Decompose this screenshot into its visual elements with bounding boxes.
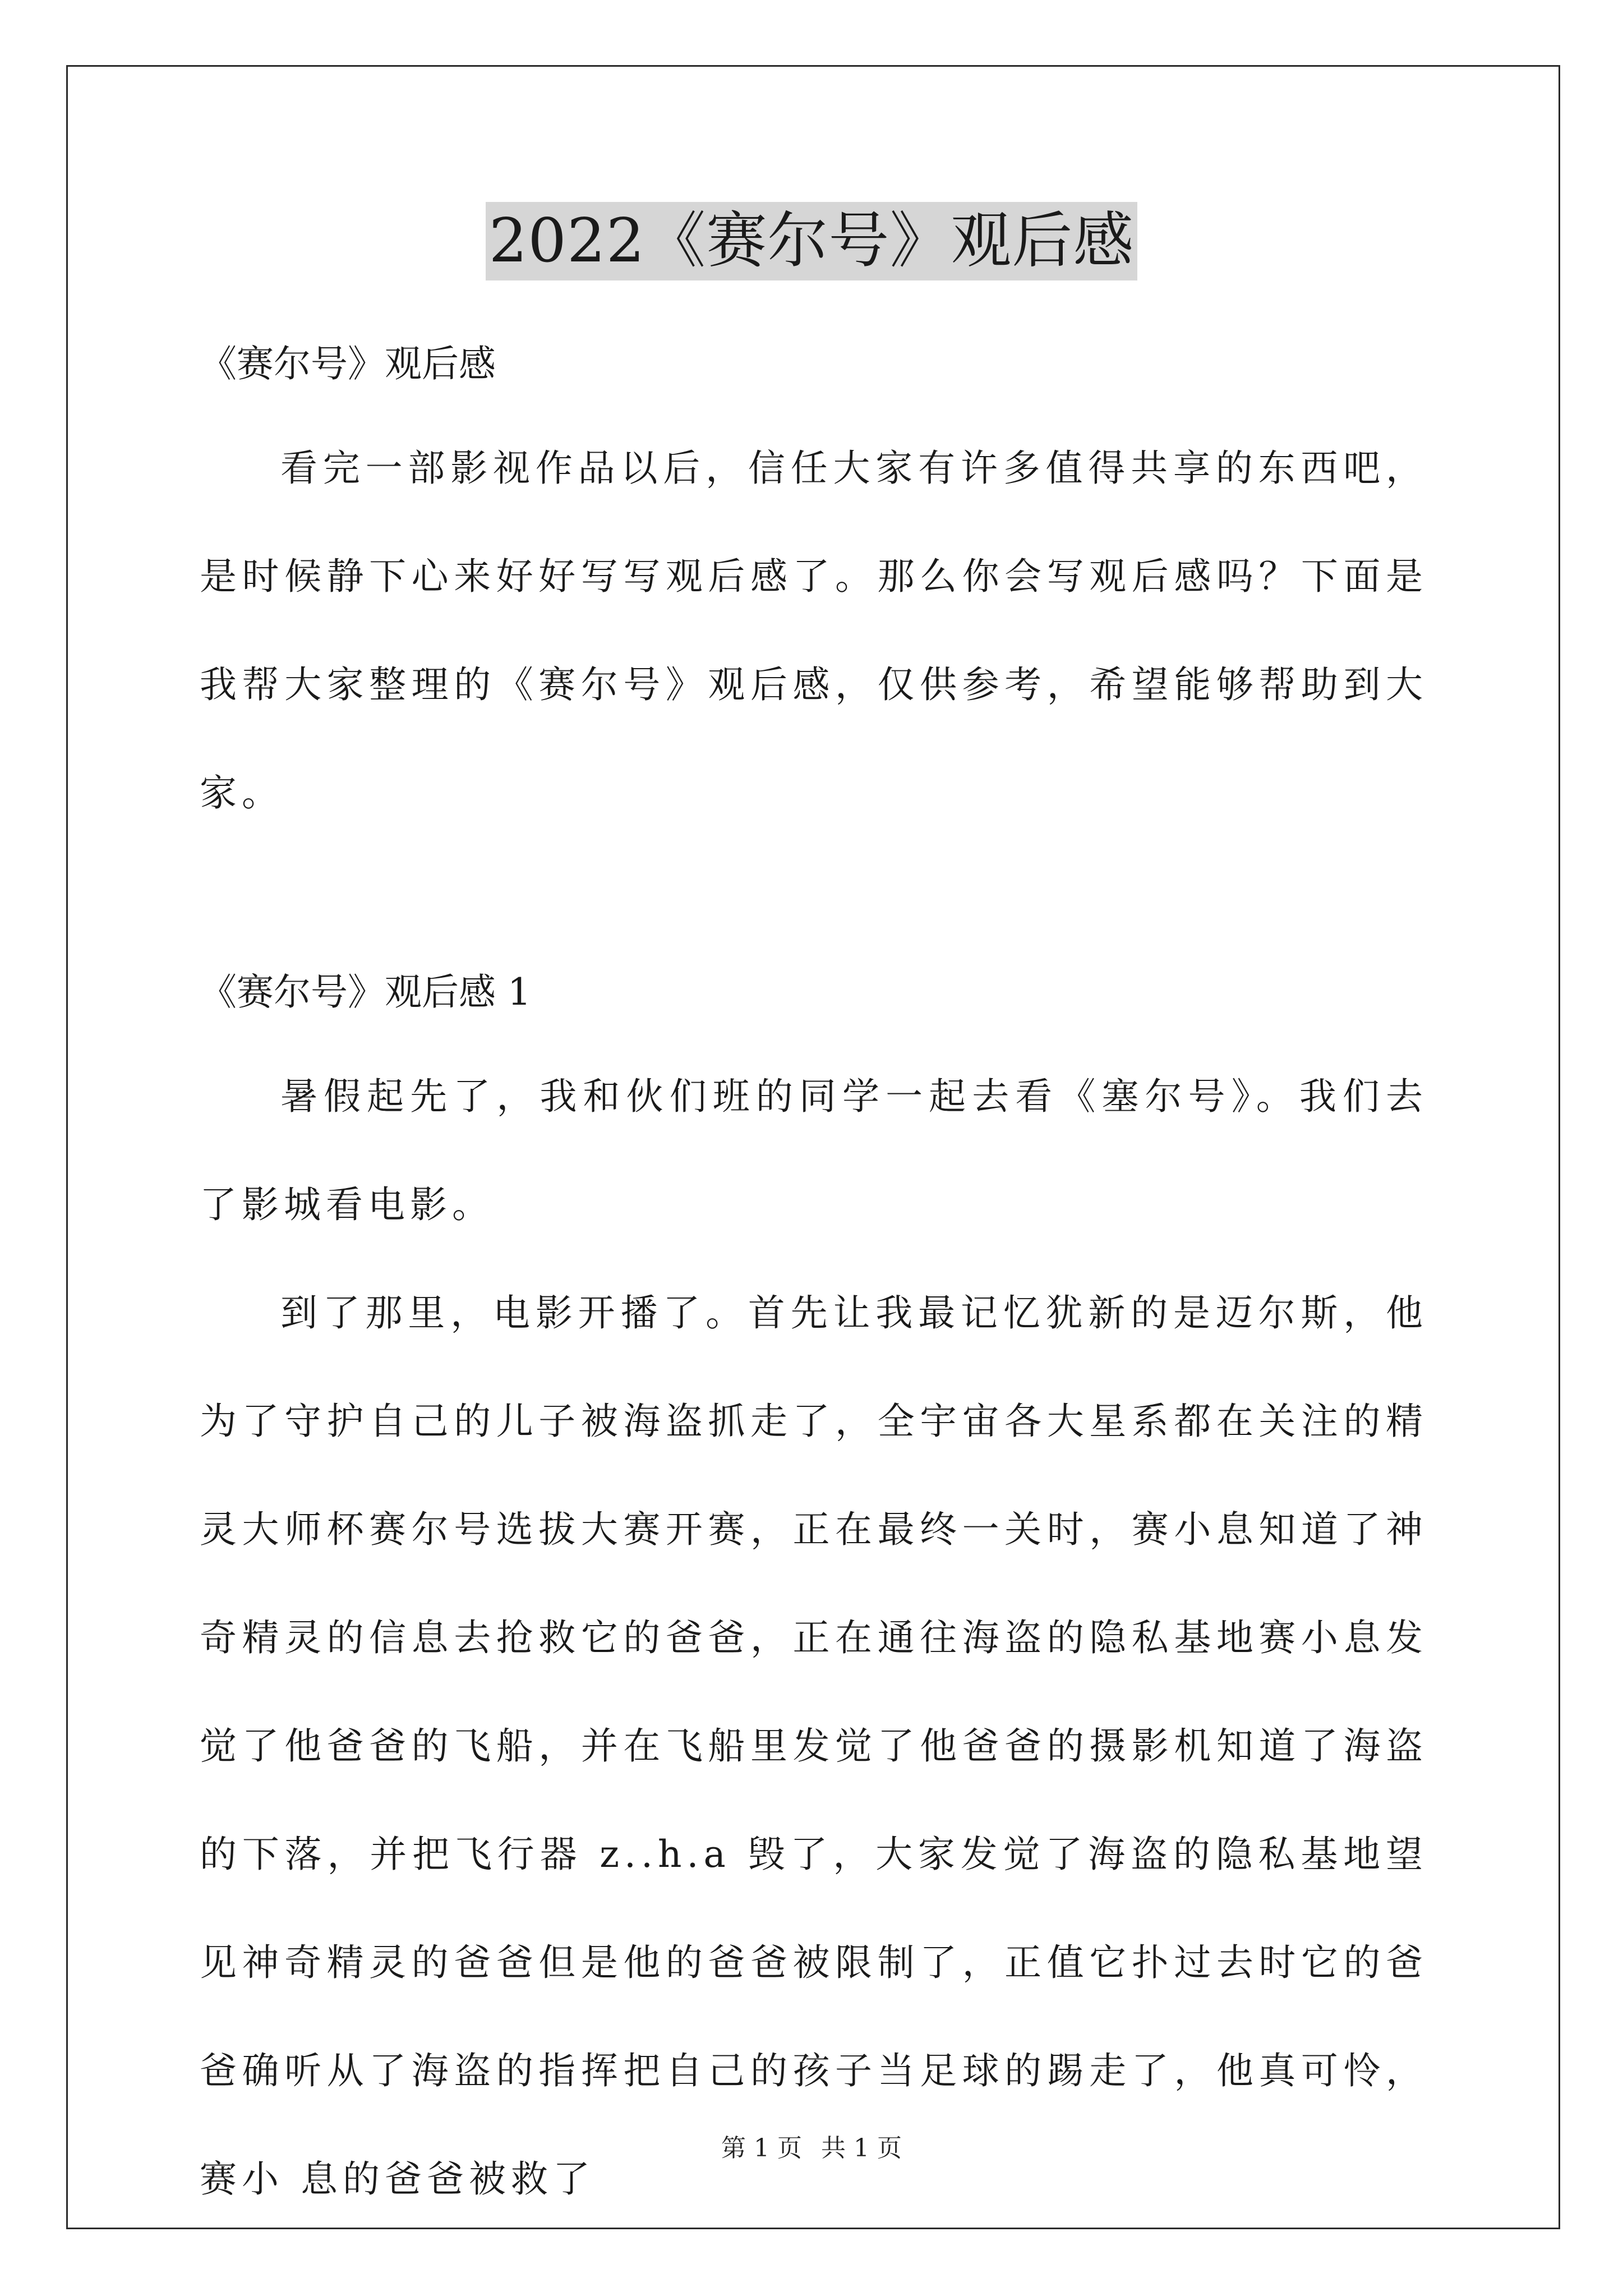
title-container	[0, 202, 1623, 280]
section1-paragraph-1: 暑假起先了，我和伙们班的同学一起去看《塞尔号》。我们去了影城看电影。	[200, 1075, 1428, 1226]
document-title: 2022《赛尔号》观后感	[486, 202, 1138, 280]
page-footer	[0, 2132, 1623, 2165]
page-number-current: 第 1 页	[721, 2134, 802, 2162]
section1-paragraph-2: 到了那里，电影开播了。首先让我最记忆犹新的是迈尔斯，他为了守护自己的儿子被海盗抓走了，全宇宙各大星系都在关注的精灵大师杯赛尔号选拔大赛开赛，正在最终一关时，赛小息知道了神奇精灵的信息去抢救它的爸爸，正在通往海盗的隐私基地赛小息发觉了他爸爸的飞船，并在飞船里发觉了他爸爸的摄影机知道了海盗的下落，并把飞行器 z..h.a 毁了，大家发觉了海盗的隐私基地望见神奇精灵的爸爸但是他的爸爸被限制了，正值它扑过去时它的爸爸确听从了海盗的指挥把自己的孩子当足球的踢走了，他真可怜，赛小 息的爸爸被救了	[200, 1291, 1428, 2201]
intro-paragraph: 看完一部影视作品以后，信任大家有许多值得共享的东西吧，是时候静下心来好好写写观后感了。那么你会写观后感吗？下面是我帮大家整理的《赛尔号》观后感，仅供参考，希望能够帮助到大家。	[200, 447, 1428, 815]
section-spacer	[200, 847, 1428, 942]
section1-heading: 《赛尔号》观后感 1	[200, 970, 531, 1014]
document-body	[200, 314, 1428, 2233]
intro-heading: 《赛尔号》观后感	[200, 342, 496, 385]
page-number-total: 共 1 页	[821, 2134, 902, 2162]
